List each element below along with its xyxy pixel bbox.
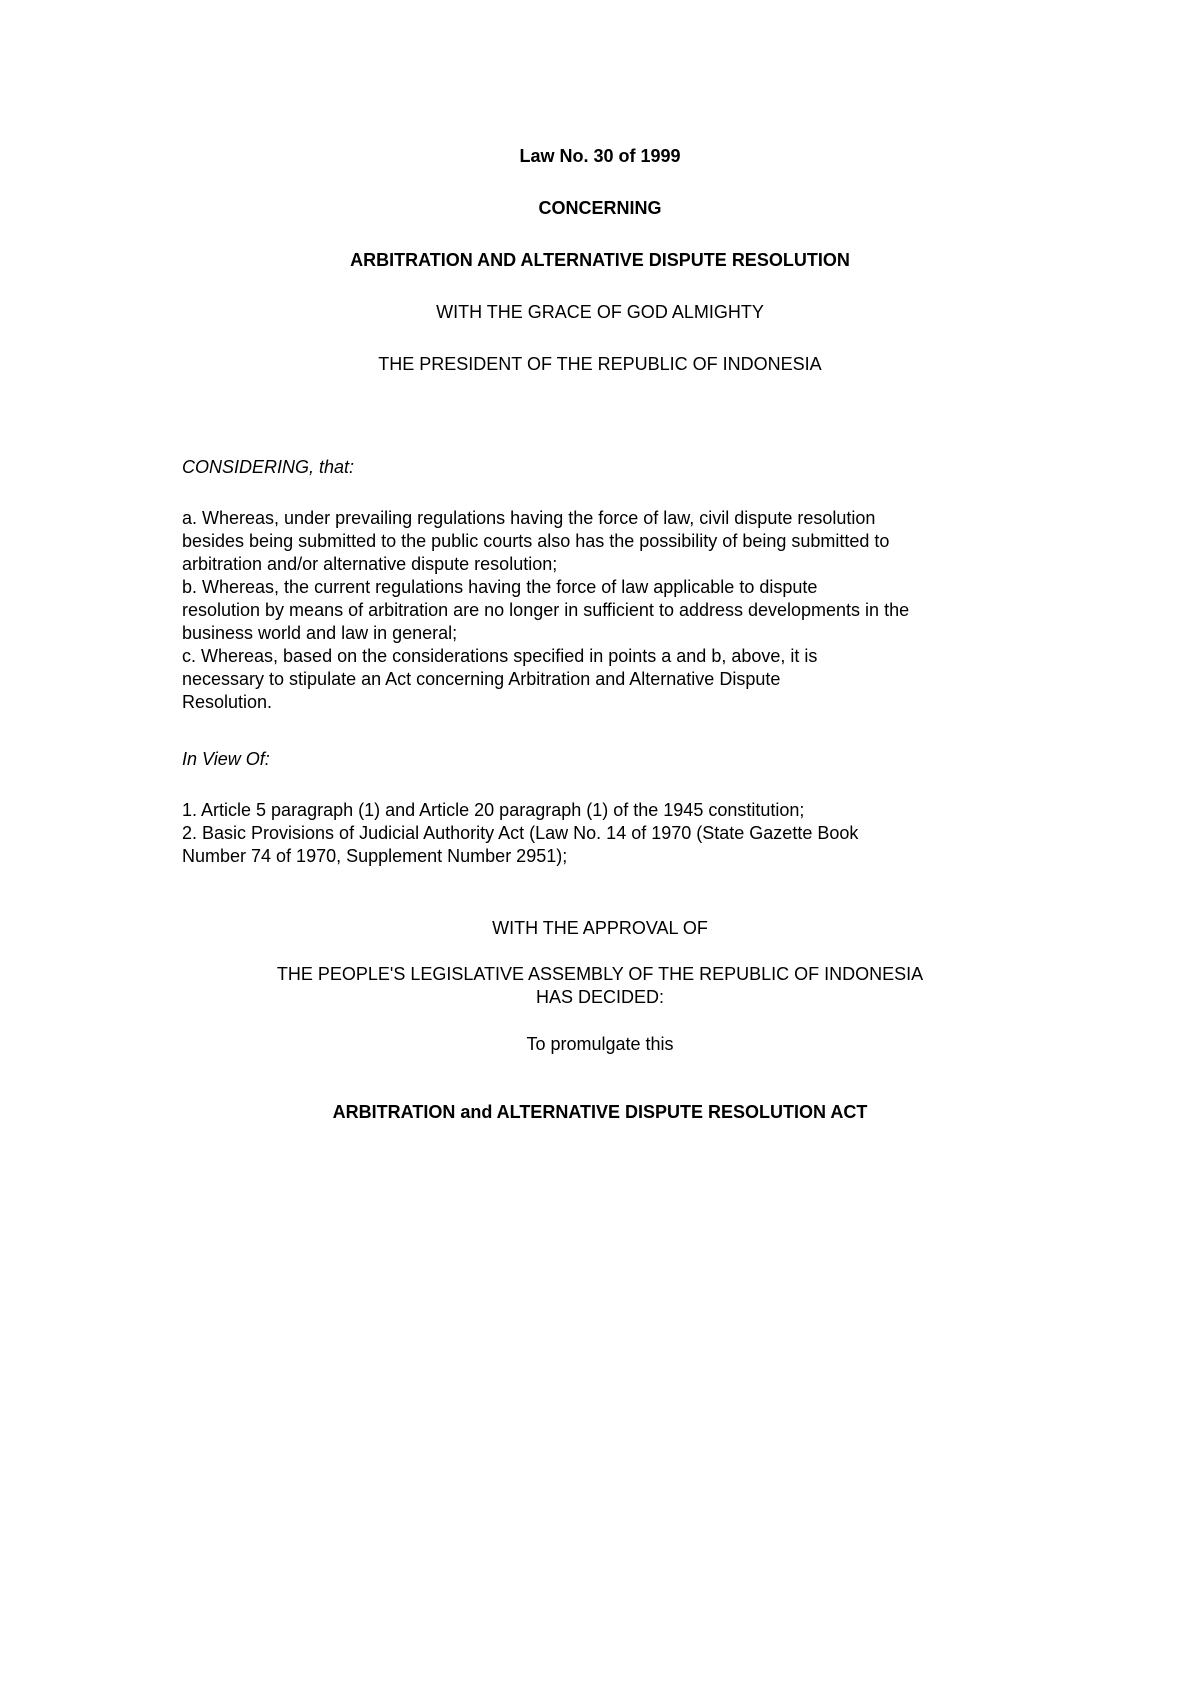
- considering-line: b. Whereas, the current regulations having the force of law applicable to dispute: [182, 577, 818, 597]
- considering-line: arbitration and/or alternative dispute resolution;: [182, 554, 558, 574]
- approval-line: WITH THE APPROVAL OF: [492, 918, 708, 938]
- considering-line: resolution by means of arbitration are no longer in sufficient to address developments in the: [182, 600, 910, 620]
- concerning-heading: CONCERNING: [538, 198, 662, 218]
- considering-heading: CONSIDERING, that:: [182, 457, 355, 477]
- considering-line: Resolution.: [182, 692, 273, 712]
- promulgate-line: To promulgate this: [526, 1034, 674, 1054]
- president-line: THE PRESIDENT OF THE REPUBLIC OF INDONESIA: [378, 354, 822, 374]
- grace-line: WITH THE GRACE OF GOD ALMIGHTY: [436, 302, 764, 322]
- considering-paragraph: [182, 507, 1022, 714]
- in-view-of-line: 1. Article 5 paragraph (1) and Article 20 paragraph (1) of the 1945 constitution;: [182, 800, 805, 820]
- law-number-title: Law No. 30 of 1999: [519, 146, 681, 166]
- assembly-line: THE PEOPLE'S LEGISLATIVE ASSEMBLY OF THE REPUBLIC OF INDONESIA: [276, 964, 924, 984]
- considering-line: c. Whereas, based on the considerations specified in points a and b, above, it is: [182, 646, 818, 666]
- has-decided-line: HAS DECIDED:: [535, 987, 665, 1007]
- act-title: ARBITRATION and ALTERNATIVE DISPUTE RESOLUTION ACT: [332, 1102, 868, 1122]
- considering-line: besides being submitted to the public courts also has the possibility of being submitted to: [182, 531, 890, 551]
- in-view-of-line: 2. Basic Provisions of Judicial Authority Act (Law No. 14 of 1970 (State Gazette Book: [182, 823, 859, 843]
- in-view-of-paragraph: [182, 799, 1022, 868]
- subject-heading: ARBITRATION AND ALTERNATIVE DISPUTE RESOLUTION: [350, 250, 850, 270]
- in-view-of-heading: In View Of:: [182, 749, 270, 769]
- considering-line: necessary to stipulate an Act concerning Arbitration and Alternative Dispute: [182, 669, 781, 689]
- considering-line: business world and law in general;: [182, 623, 458, 643]
- in-view-of-line: Number 74 of 1970, Supplement Number 2951);: [182, 846, 568, 866]
- considering-line: a. Whereas, under prevailing regulations having the force of law, civil dispute resolution: [182, 508, 876, 528]
